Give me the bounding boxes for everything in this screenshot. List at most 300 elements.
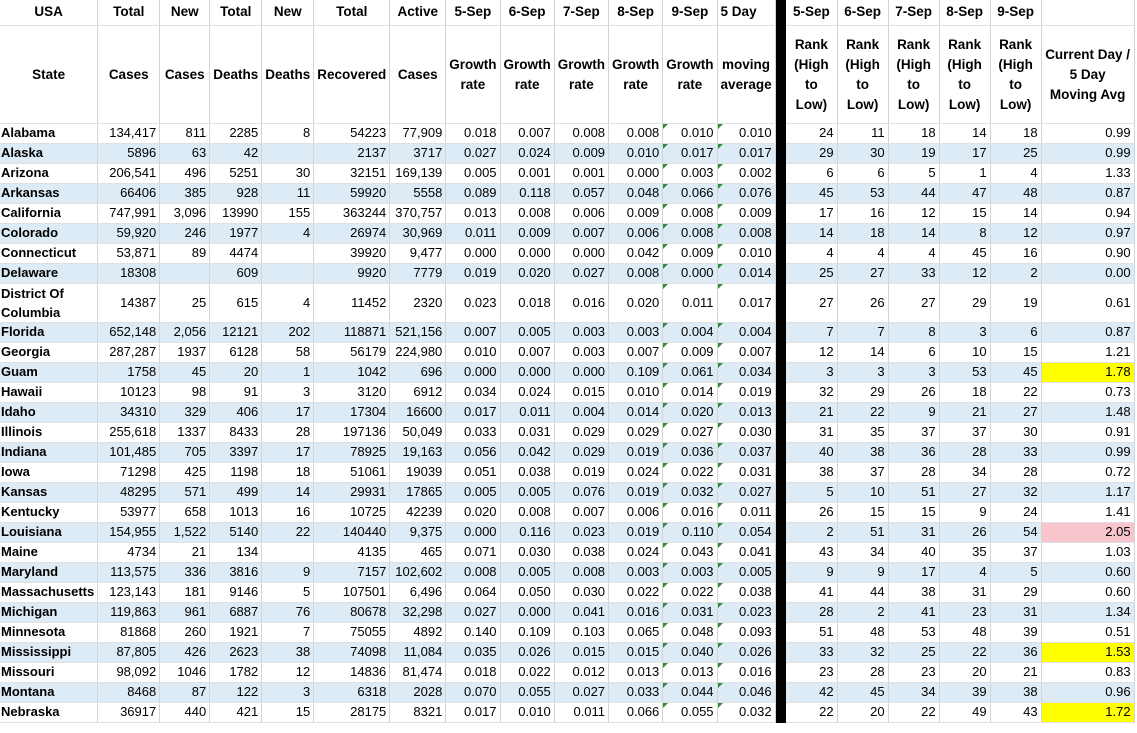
total-cases-cell: 101,485: [98, 443, 160, 463]
active-cases-cell: 50,049: [390, 423, 446, 443]
new-deaths-cell: 76: [262, 603, 314, 623]
moving-average-cell: 0.030: [717, 423, 775, 443]
rank-cell: 32: [786, 383, 837, 403]
active-cases-cell: 42239: [390, 503, 446, 523]
active-cases-cell: 370,757: [390, 204, 446, 224]
rank-cell: 39: [939, 683, 990, 703]
state-name: Iowa: [0, 463, 98, 483]
table-row: [0, 204, 1134, 224]
table-row: [0, 144, 1134, 164]
total-deaths-cell: 609: [210, 264, 262, 284]
growth-rate-cell: 0.064: [446, 583, 500, 603]
growth-rate-cell: 0.010: [609, 144, 663, 164]
active-cases-cell: 19,163: [390, 443, 446, 463]
rank-cell: 42: [786, 683, 837, 703]
total-deaths-cell: 1782: [210, 663, 262, 683]
new-cases-cell: 571: [160, 483, 210, 503]
total-cases-cell: 1758: [98, 363, 160, 383]
column-divider: [775, 224, 786, 244]
table-row: [0, 284, 1134, 323]
growth-rate-cell: 0.017: [446, 703, 500, 723]
rank-cell: 27: [990, 403, 1041, 423]
table-row: [0, 503, 1134, 523]
growth-rate-cell: 0.024: [500, 144, 554, 164]
rank-cell: 5: [786, 483, 837, 503]
new-cases-cell: 21: [160, 543, 210, 563]
new-deaths-cell: 15: [262, 703, 314, 723]
total-deaths-cell: 406: [210, 403, 262, 423]
moving-average-cell: 0.009: [717, 204, 775, 224]
total-recovered-cell: 54223: [314, 124, 390, 144]
table-row: [0, 383, 1134, 403]
current-day-ratio-cell: 1.78: [1041, 363, 1134, 383]
moving-average-cell: 0.034: [717, 363, 775, 383]
growth-rate-cell: 0.055: [500, 683, 554, 703]
rank-cell: 5: [888, 164, 939, 184]
rank-cell: 53: [888, 623, 939, 643]
new-deaths-cell: 11: [262, 184, 314, 204]
growth-rate-cell: 0.019: [446, 264, 500, 284]
growth-rate-cell: 0.034: [446, 383, 500, 403]
growth-rate-cell: 0.031: [663, 603, 717, 623]
growth-rate-cell: 0.029: [609, 423, 663, 443]
new-cases-cell: 25: [160, 284, 210, 323]
rank-cell: 26: [786, 503, 837, 523]
header-date: 5-Sep: [786, 0, 837, 26]
rank-cell: 7: [786, 323, 837, 343]
table-row: [0, 703, 1134, 723]
header-state: State: [0, 26, 98, 124]
header-cases: Cases: [390, 26, 446, 124]
growth-rate-cell: 0.042: [609, 244, 663, 264]
growth-rate-cell: 0.019: [609, 443, 663, 463]
total-recovered-cell: 363244: [314, 204, 390, 224]
state-name: Florida: [0, 323, 98, 343]
rank-cell: 12: [888, 204, 939, 224]
rank-cell: 15: [837, 503, 888, 523]
growth-rate-cell: 0.016: [609, 603, 663, 623]
growth-rate-cell: 0.035: [446, 643, 500, 663]
growth-rate-cell: 0.118: [500, 184, 554, 204]
rank-cell: 22: [990, 383, 1041, 403]
growth-rate-cell: 0.042: [500, 443, 554, 463]
column-divider: [775, 244, 786, 264]
new-cases-cell: 181: [160, 583, 210, 603]
header-rank: Rank (High to Low): [990, 26, 1041, 124]
state-name: Alaska: [0, 144, 98, 164]
growth-rate-cell: 0.010: [500, 703, 554, 723]
moving-average-cell: 0.010: [717, 244, 775, 264]
total-cases-cell: 14387: [98, 284, 160, 323]
total-recovered-cell: 107501: [314, 583, 390, 603]
total-deaths-cell: 4474: [210, 244, 262, 264]
rank-cell: 47: [939, 184, 990, 204]
new-cases-cell: 496: [160, 164, 210, 184]
rank-cell: 28: [786, 603, 837, 623]
new-cases-cell: 811: [160, 124, 210, 144]
rank-cell: 53: [837, 184, 888, 204]
rank-cell: 45: [990, 363, 1041, 383]
current-day-ratio-cell: 0.97: [1041, 224, 1134, 244]
new-deaths-cell: 12: [262, 663, 314, 683]
rank-cell: 23: [786, 663, 837, 683]
growth-rate-cell: 0.013: [446, 204, 500, 224]
total-deaths-cell: 3397: [210, 443, 262, 463]
total-recovered-cell: 17304: [314, 403, 390, 423]
rank-cell: 6: [786, 164, 837, 184]
current-day-ratio-cell: 0.87: [1041, 184, 1134, 204]
growth-rate-cell: 0.016: [663, 503, 717, 523]
rank-cell: 41: [786, 583, 837, 603]
state-name: Idaho: [0, 403, 98, 423]
total-deaths-cell: 8433: [210, 423, 262, 443]
rank-cell: 48: [990, 184, 1041, 204]
moving-average-cell: 0.026: [717, 643, 775, 663]
new-cases-cell: 260: [160, 623, 210, 643]
growth-rate-cell: 0.008: [609, 124, 663, 144]
rank-cell: 25: [990, 144, 1041, 164]
rank-cell: 12: [990, 224, 1041, 244]
total-deaths-cell: 9146: [210, 583, 262, 603]
rank-cell: 3: [786, 363, 837, 383]
growth-rate-cell: 0.000: [446, 523, 500, 543]
growth-rate-cell: 0.008: [446, 563, 500, 583]
new-cases-cell: 87: [160, 683, 210, 703]
rank-cell: 21: [990, 663, 1041, 683]
total-cases-cell: 113,575: [98, 563, 160, 583]
active-cases-cell: 32,298: [390, 603, 446, 623]
new-deaths-cell: 202: [262, 323, 314, 343]
growth-rate-cell: 0.020: [663, 403, 717, 423]
active-cases-cell: 3717: [390, 144, 446, 164]
growth-rate-cell: 0.004: [554, 403, 608, 423]
moving-average-cell: 0.041: [717, 543, 775, 563]
active-cases-cell: 77,909: [390, 124, 446, 144]
current-day-ratio-cell: 2.05: [1041, 523, 1134, 543]
header-date: 6-Sep: [500, 0, 554, 26]
growth-rate-cell: 0.055: [663, 703, 717, 723]
new-cases-cell: 440: [160, 703, 210, 723]
new-cases-cell: 705: [160, 443, 210, 463]
growth-rate-cell: 0.022: [663, 463, 717, 483]
rank-cell: 27: [939, 483, 990, 503]
growth-rate-cell: 0.000: [663, 264, 717, 284]
table-row: [0, 663, 1134, 683]
state-name: Louisiana: [0, 523, 98, 543]
new-deaths-cell: [262, 543, 314, 563]
growth-rate-cell: 0.006: [609, 224, 663, 244]
total-recovered-cell: 74098: [314, 643, 390, 663]
rank-cell: 38: [837, 443, 888, 463]
total-recovered-cell: 118871: [314, 323, 390, 343]
rank-cell: 23: [888, 663, 939, 683]
total-recovered-cell: 28175: [314, 703, 390, 723]
table-row: [0, 423, 1134, 443]
total-deaths-cell: 6887: [210, 603, 262, 623]
rank-cell: 45: [939, 244, 990, 264]
state-name: Minnesota: [0, 623, 98, 643]
rank-cell: 6: [990, 323, 1041, 343]
rank-cell: 11: [837, 124, 888, 144]
new-deaths-cell: 4: [262, 284, 314, 323]
column-divider: [775, 523, 786, 543]
total-recovered-cell: 78925: [314, 443, 390, 463]
state-name: Georgia: [0, 343, 98, 363]
total-recovered-cell: 4135: [314, 543, 390, 563]
growth-rate-cell: 0.013: [663, 663, 717, 683]
total-deaths-cell: 2285: [210, 124, 262, 144]
current-day-ratio-cell: 0.51: [1041, 623, 1134, 643]
total-cases-cell: 287,287: [98, 343, 160, 363]
growth-rate-cell: 0.005: [500, 563, 554, 583]
growth-rate-cell: 0.014: [609, 403, 663, 423]
active-cases-cell: 11,084: [390, 643, 446, 663]
active-cases-cell: 4892: [390, 623, 446, 643]
rank-cell: 35: [939, 543, 990, 563]
rank-cell: 44: [888, 184, 939, 204]
total-deaths-cell: 928: [210, 184, 262, 204]
table-row: [0, 403, 1134, 423]
rank-cell: 33: [888, 264, 939, 284]
growth-rate-cell: 0.008: [500, 503, 554, 523]
total-deaths-cell: 12121: [210, 323, 262, 343]
current-day-ratio-cell: 1.48: [1041, 403, 1134, 423]
growth-rate-cell: 0.066: [609, 703, 663, 723]
header-rank: Rank (High to Low): [888, 26, 939, 124]
rank-cell: 31: [786, 423, 837, 443]
rank-cell: 37: [990, 543, 1041, 563]
total-deaths-cell: 91: [210, 383, 262, 403]
table-row: [0, 583, 1134, 603]
growth-rate-cell: 0.009: [500, 224, 554, 244]
rank-cell: 8: [888, 323, 939, 343]
rank-cell: 2: [837, 603, 888, 623]
growth-rate-cell: 0.011: [500, 403, 554, 423]
growth-rate-cell: 0.009: [663, 343, 717, 363]
growth-rate-cell: 0.048: [609, 184, 663, 204]
new-cases-cell: 2,056: [160, 323, 210, 343]
table-row: [0, 643, 1134, 663]
growth-rate-cell: 0.000: [446, 363, 500, 383]
rank-cell: 17: [888, 563, 939, 583]
growth-rate-cell: 0.000: [500, 363, 554, 383]
current-day-ratio-cell: 1.21: [1041, 343, 1134, 363]
growth-rate-cell: 0.056: [446, 443, 500, 463]
column-divider: [775, 144, 786, 164]
growth-rate-cell: 0.043: [663, 543, 717, 563]
growth-rate-cell: 0.000: [500, 603, 554, 623]
total-recovered-cell: 11452: [314, 284, 390, 323]
total-recovered-cell: 197136: [314, 423, 390, 443]
rank-cell: 24: [990, 503, 1041, 523]
growth-rate-cell: 0.011: [663, 284, 717, 323]
column-divider: [775, 184, 786, 204]
table-row: [0, 623, 1134, 643]
growth-rate-cell: 0.050: [500, 583, 554, 603]
growth-rate-cell: 0.038: [554, 543, 608, 563]
growth-rate-cell: 0.089: [446, 184, 500, 204]
active-cases-cell: 19039: [390, 463, 446, 483]
rank-cell: 33: [786, 643, 837, 663]
total-cases-cell: 4734: [98, 543, 160, 563]
growth-rate-cell: 0.020: [500, 264, 554, 284]
total-deaths-cell: 122: [210, 683, 262, 703]
new-deaths-cell: 8: [262, 124, 314, 144]
growth-rate-cell: 0.110: [663, 523, 717, 543]
active-cases-cell: 16600: [390, 403, 446, 423]
header-date: 7-Sep: [888, 0, 939, 26]
growth-rate-cell: 0.009: [609, 204, 663, 224]
growth-rate-cell: 0.033: [609, 683, 663, 703]
new-deaths-cell: [262, 244, 314, 264]
growth-rate-cell: 0.008: [554, 124, 608, 144]
table-row: [0, 683, 1134, 703]
rank-cell: 29: [786, 144, 837, 164]
current-day-ratio-cell: 0.73: [1041, 383, 1134, 403]
active-cases-cell: 17865: [390, 483, 446, 503]
header-cases: Cases: [160, 26, 210, 124]
total-cases-cell: 48295: [98, 483, 160, 503]
state-name: Alabama: [0, 124, 98, 144]
total-deaths-cell: 1977: [210, 224, 262, 244]
rank-cell: 37: [888, 423, 939, 443]
total-cases-cell: 119,863: [98, 603, 160, 623]
new-deaths-cell: 16: [262, 503, 314, 523]
moving-average-cell: 0.017: [717, 144, 775, 164]
new-deaths-cell: 18: [262, 463, 314, 483]
rank-cell: 54: [990, 523, 1041, 543]
growth-rate-cell: 0.022: [500, 663, 554, 683]
rank-cell: 10: [939, 343, 990, 363]
rank-cell: 28: [990, 463, 1041, 483]
rank-cell: 49: [939, 703, 990, 723]
growth-rate-cell: 0.038: [500, 463, 554, 483]
active-cases-cell: 9,375: [390, 523, 446, 543]
total-deaths-cell: 13990: [210, 204, 262, 224]
rank-cell: 17: [786, 204, 837, 224]
rank-cell: 15: [888, 503, 939, 523]
state-name: Kentucky: [0, 503, 98, 523]
rank-cell: 18: [939, 383, 990, 403]
total-recovered-cell: 7157: [314, 563, 390, 583]
new-cases-cell: 3,096: [160, 204, 210, 224]
growth-rate-cell: 0.001: [554, 164, 608, 184]
rank-cell: 38: [786, 463, 837, 483]
growth-rate-cell: 0.000: [554, 363, 608, 383]
rank-cell: 14: [837, 343, 888, 363]
rank-cell: 22: [837, 403, 888, 423]
state-name: Arkansas: [0, 184, 98, 204]
column-divider: [775, 264, 786, 284]
rank-cell: 10: [837, 483, 888, 503]
growth-rate-cell: 0.041: [554, 603, 608, 623]
growth-rate-cell: 0.005: [500, 483, 554, 503]
active-cases-cell: 2320: [390, 284, 446, 323]
header-growth-rate: Growth rate: [554, 26, 608, 124]
rank-cell: 45: [837, 683, 888, 703]
growth-rate-cell: 0.030: [554, 583, 608, 603]
rank-cell: 22: [786, 703, 837, 723]
growth-rate-cell: 0.027: [554, 264, 608, 284]
state-name: Maine: [0, 543, 98, 563]
growth-rate-cell: 0.076: [554, 483, 608, 503]
new-deaths-cell: 3: [262, 683, 314, 703]
header-total: Total: [210, 0, 262, 26]
header-growth-rate: Growth rate: [663, 26, 717, 124]
rank-cell: 34: [939, 463, 990, 483]
new-cases-cell: 336: [160, 563, 210, 583]
table-row: [0, 124, 1134, 144]
state-name: California: [0, 204, 98, 224]
total-cases-cell: 36917: [98, 703, 160, 723]
growth-rate-cell: 0.022: [609, 583, 663, 603]
column-divider: [775, 26, 786, 124]
total-cases-cell: 10123: [98, 383, 160, 403]
rank-cell: 39: [990, 623, 1041, 643]
total-cases-cell: 66406: [98, 184, 160, 204]
total-cases-cell: 255,618: [98, 423, 160, 443]
header-row-dates: [0, 0, 1134, 26]
table-row: [0, 483, 1134, 503]
moving-average-cell: 0.008: [717, 224, 775, 244]
rank-cell: 38: [888, 583, 939, 603]
rank-cell: 34: [837, 543, 888, 563]
rank-cell: 45: [786, 184, 837, 204]
growth-rate-cell: 0.040: [663, 643, 717, 663]
column-divider: [775, 503, 786, 523]
current-day-ratio-cell: 0.61: [1041, 284, 1134, 323]
total-recovered-cell: 59920: [314, 184, 390, 204]
growth-rate-cell: 0.065: [609, 623, 663, 643]
rank-cell: 24: [786, 124, 837, 144]
new-cases-cell: 89: [160, 244, 210, 264]
growth-rate-cell: 0.018: [500, 284, 554, 323]
total-recovered-cell: 14836: [314, 663, 390, 683]
growth-rate-cell: 0.015: [554, 643, 608, 663]
new-deaths-cell: 28: [262, 423, 314, 443]
growth-rate-cell: 0.019: [609, 483, 663, 503]
growth-rate-cell: 0.006: [554, 204, 608, 224]
total-deaths-cell: 6128: [210, 343, 262, 363]
column-divider: [775, 603, 786, 623]
header-total: Total: [314, 0, 390, 26]
moving-average-cell: 0.027: [717, 483, 775, 503]
total-cases-cell: 8468: [98, 683, 160, 703]
state-name: Illinois: [0, 423, 98, 443]
table-row: [0, 323, 1134, 343]
rank-cell: 37: [837, 463, 888, 483]
total-deaths-cell: 5140: [210, 523, 262, 543]
new-cases-cell: 426: [160, 643, 210, 663]
new-deaths-cell: 17: [262, 403, 314, 423]
rank-cell: 38: [990, 683, 1041, 703]
total-cases-cell: 98,092: [98, 663, 160, 683]
column-divider: [775, 463, 786, 483]
table-row: [0, 164, 1134, 184]
new-deaths-cell: 38: [262, 643, 314, 663]
state-name: Massachusetts: [0, 583, 98, 603]
column-divider: [775, 164, 786, 184]
column-divider: [775, 683, 786, 703]
total-cases-cell: 747,991: [98, 204, 160, 224]
growth-rate-cell: 0.007: [554, 224, 608, 244]
header-date: 9-Sep: [663, 0, 717, 26]
growth-rate-cell: 0.001: [500, 164, 554, 184]
growth-rate-cell: 0.011: [554, 703, 608, 723]
rank-cell: 2: [786, 523, 837, 543]
column-divider: [775, 623, 786, 643]
rank-cell: 14: [939, 124, 990, 144]
